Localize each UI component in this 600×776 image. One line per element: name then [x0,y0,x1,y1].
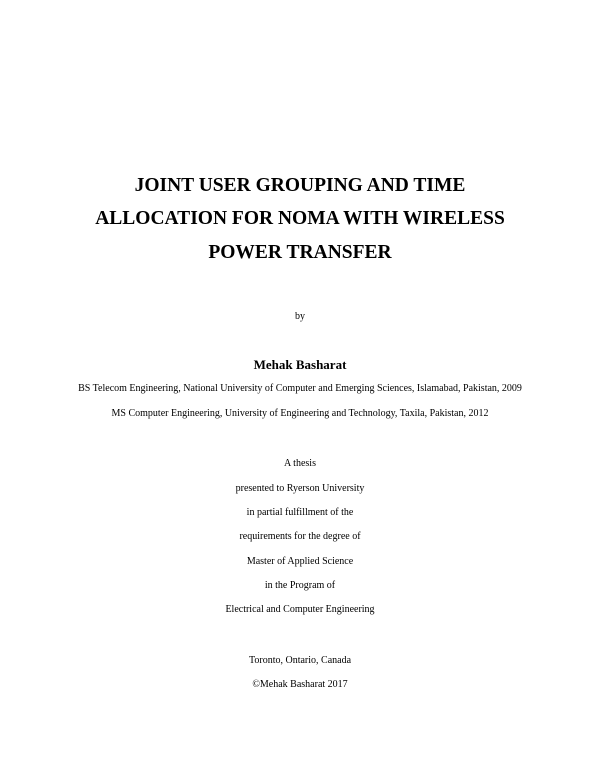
degree-bs: BS Telecom Engineering, National University of Computer and Emerging Sciences, Islamabad, Pakistan, 2009 [78,383,522,394]
thesis-statement-line-5: Master of Applied Science [246,556,354,567]
thesis-statement-line-1: A thesis [284,458,316,469]
thesis-title-line-2: ALLOCATION FOR NOMA WITH WIRELESS [95,208,505,229]
location: Toronto, Ontario, Canada [248,655,352,666]
thesis-title-line-3: POWER TRANSFER [208,242,392,263]
thesis-statement-line-2: presented to Ryerson University [235,483,365,494]
thesis-statement-line-4: requirements for the degree of [239,531,361,542]
thesis-statement-line-6: in the Program of [264,580,336,591]
thesis-statement-line-3: in partial fulfillment of the [246,507,354,518]
by-label: by [295,311,305,322]
author-name: Mehak Basharat [253,357,347,372]
copyright: ©Mehak Basharat 2017 [252,679,348,690]
thesis-title-line-1: JOINT USER GROUPING AND TIME [134,175,466,196]
degree-ms: MS Computer Engineering, University of Engineering and Technology, Taxila, Pakistan, 2012 [111,408,489,419]
thesis-statement-line-7: Electrical and Computer Engineering [225,604,375,615]
